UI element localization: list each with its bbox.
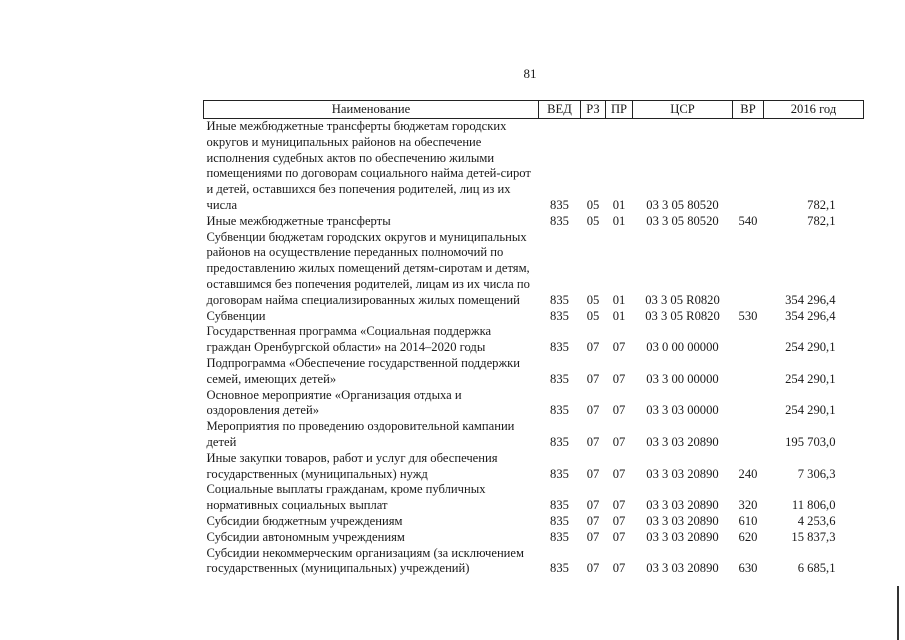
- table-row: [204, 451, 864, 483]
- budget-table-container: [203, 100, 863, 577]
- row-pr: 01: [612, 292, 626, 307]
- row-name: Субсидии автономным учреждениям: [206, 529, 405, 544]
- row-amount: 782,1: [807, 197, 836, 212]
- row-name: Государственная программа «Социальная поддержка граждан Оренбургской области» на 2014–2020 годы: [206, 324, 492, 355]
- row-csr: 03 3 03 20890: [646, 434, 719, 449]
- row-name: Субсидии бюджетным учреждениям: [206, 513, 403, 528]
- row-vr: 610: [738, 513, 758, 528]
- row-ved: 835: [550, 308, 569, 323]
- table-row: [204, 482, 864, 514]
- row-name: Мероприятия по проведению оздоровительной кампании детей: [206, 419, 515, 449]
- header-row: [204, 101, 864, 119]
- row-ved: 835: [550, 466, 569, 481]
- row-csr: 03 3 05 80520: [646, 213, 719, 228]
- row-rz: 05: [586, 292, 600, 307]
- row-pr: 07: [612, 340, 626, 355]
- row-rz: 07: [586, 529, 600, 544]
- row-ved: 835: [550, 403, 569, 418]
- table-row: [204, 388, 864, 420]
- row-csr: 03 3 03 20890: [646, 466, 719, 481]
- header-year: 2016 год: [764, 101, 864, 119]
- row-vr: 630: [738, 561, 758, 576]
- row-amount: 4 253,6: [797, 513, 836, 528]
- row-pr: 07: [612, 513, 626, 528]
- row-csr: 03 0 00 00000: [646, 340, 719, 355]
- row-pr: 01: [612, 213, 626, 228]
- row-amount: 15 837,3: [791, 529, 836, 544]
- row-amount: 254 290,1: [785, 403, 836, 418]
- row-amount: 7 306,3: [797, 466, 836, 481]
- row-csr: 03 3 03 20890: [646, 498, 719, 513]
- row-ved: 835: [550, 561, 569, 576]
- header-pr: ПР: [606, 101, 633, 119]
- table-header: [204, 101, 864, 119]
- row-csr: 03 3 05 R0820: [645, 308, 720, 323]
- table-row: [204, 530, 864, 546]
- row-pr: 07: [612, 561, 626, 576]
- row-pr: 07: [612, 466, 626, 481]
- row-amount: 782,1: [807, 213, 836, 228]
- row-rz: 05: [586, 197, 600, 212]
- row-vr: 540: [738, 213, 758, 228]
- row-ved: 835: [550, 498, 569, 513]
- row-amount: 354 296,4: [785, 292, 836, 307]
- table-row: [204, 419, 864, 451]
- row-vr: [733, 356, 764, 388]
- row-name: Иные межбюджетные трансферты: [206, 213, 391, 228]
- row-ved: 835: [550, 371, 569, 386]
- row-csr: 03 3 03 20890: [646, 513, 719, 528]
- table-row: [204, 546, 864, 578]
- row-vr: [733, 230, 764, 309]
- budget-table: [203, 100, 864, 577]
- row-csr: 03 3 03 00000: [646, 403, 719, 418]
- table-body: [204, 119, 864, 578]
- row-csr: 03 3 00 00000: [646, 371, 719, 386]
- row-vr: [733, 324, 764, 356]
- table-row: [204, 309, 864, 325]
- row-ved: 835: [550, 197, 569, 212]
- header-rz: РЗ: [581, 101, 606, 119]
- row-name: Основное мероприятие «Организация отдыха и оздоровления детей»: [206, 387, 462, 418]
- header-ved: ВЕД: [539, 101, 581, 119]
- row-rz: 07: [586, 371, 600, 386]
- header-vr: ВР: [733, 101, 764, 119]
- row-amount: 354 296,4: [785, 308, 836, 323]
- row-vr: 530: [738, 308, 758, 323]
- row-name: Субвенции бюджетам городских округов и муниципальных районов на осуществление переданных полномочий по предоставлению жилых помещений детям-сиротам и детям, оставшимся без попечения родителей, лицам из их числа по договорам найма специализированных жилых помещений: [206, 229, 530, 307]
- row-ved: 835: [550, 213, 569, 228]
- table-row: [204, 119, 864, 214]
- row-name: Иные закупки товаров, работ и услуг для обеспечения государственных (муниципальных) нужд: [206, 450, 498, 481]
- row-rz: 07: [586, 561, 600, 576]
- row-rz: 07: [586, 403, 600, 418]
- row-ved: 835: [550, 340, 569, 355]
- row-amount: 254 290,1: [785, 371, 836, 386]
- row-name: Субсидии некоммерческим организациям (за исключением государственных (муниципальных) учреждений): [206, 545, 524, 576]
- row-csr: 03 3 05 80520: [646, 197, 719, 212]
- row-vr: 620: [738, 529, 758, 544]
- row-amount: 195 703,0: [785, 434, 836, 449]
- row-amount: 254 290,1: [785, 340, 836, 355]
- row-vr: 240: [738, 466, 758, 481]
- row-rz: 05: [586, 308, 600, 323]
- row-name: Социальные выплаты гражданам, кроме публичных нормативных социальных выплат: [206, 482, 486, 513]
- row-rz: 07: [586, 340, 600, 355]
- row-ved: 835: [550, 529, 569, 544]
- row-pr: 01: [612, 308, 626, 323]
- row-pr: 07: [612, 403, 626, 418]
- row-rz: 05: [586, 213, 600, 228]
- row-rz: 07: [586, 513, 600, 528]
- row-pr: 07: [612, 434, 626, 449]
- row-ved: 835: [550, 513, 569, 528]
- row-name: Подпрограмма «Обеспечение государственной поддержки семей, имеющих детей»: [206, 355, 521, 386]
- row-vr: [733, 388, 764, 420]
- table-row: [204, 356, 864, 388]
- row-rz: 07: [586, 434, 600, 449]
- row-rz: 07: [586, 498, 600, 513]
- row-pr: 07: [612, 529, 626, 544]
- row-amount: 6 685,1: [797, 561, 836, 576]
- table-row: [204, 230, 864, 309]
- row-csr: 03 3 05 R0820: [645, 292, 720, 307]
- row-pr: 07: [612, 498, 626, 513]
- row-pr: 07: [612, 371, 626, 386]
- row-pr: 01: [612, 197, 626, 212]
- row-csr: 03 3 03 20890: [646, 529, 719, 544]
- row-rz: 07: [586, 466, 600, 481]
- row-ved: 835: [550, 292, 569, 307]
- scan-edge-line: [897, 586, 899, 640]
- row-name: Субвенции: [206, 308, 266, 323]
- row-csr: 03 3 03 20890: [646, 561, 719, 576]
- row-vr: [733, 419, 764, 451]
- row-amount: 11 806,0: [791, 498, 836, 513]
- row-ved: 835: [550, 434, 569, 449]
- table-row: [204, 214, 864, 230]
- table-row: [204, 514, 864, 530]
- row-vr: [733, 119, 764, 214]
- header-csr: ЦСР: [633, 101, 733, 119]
- table-row: [204, 324, 864, 356]
- row-name: Иные межбюджетные трансферты бюджетам городских округов и муниципальных районов на обеспечение исполнения судебных актов по обеспечению жилыми помещениями по договорам социального найма детей-сирот и детей, оставшихся без попечения родителей, лиц из их числа: [206, 119, 531, 212]
- header-name: Наименование: [204, 101, 539, 119]
- row-vr: 320: [738, 498, 758, 513]
- page-number: 81: [523, 66, 537, 81]
